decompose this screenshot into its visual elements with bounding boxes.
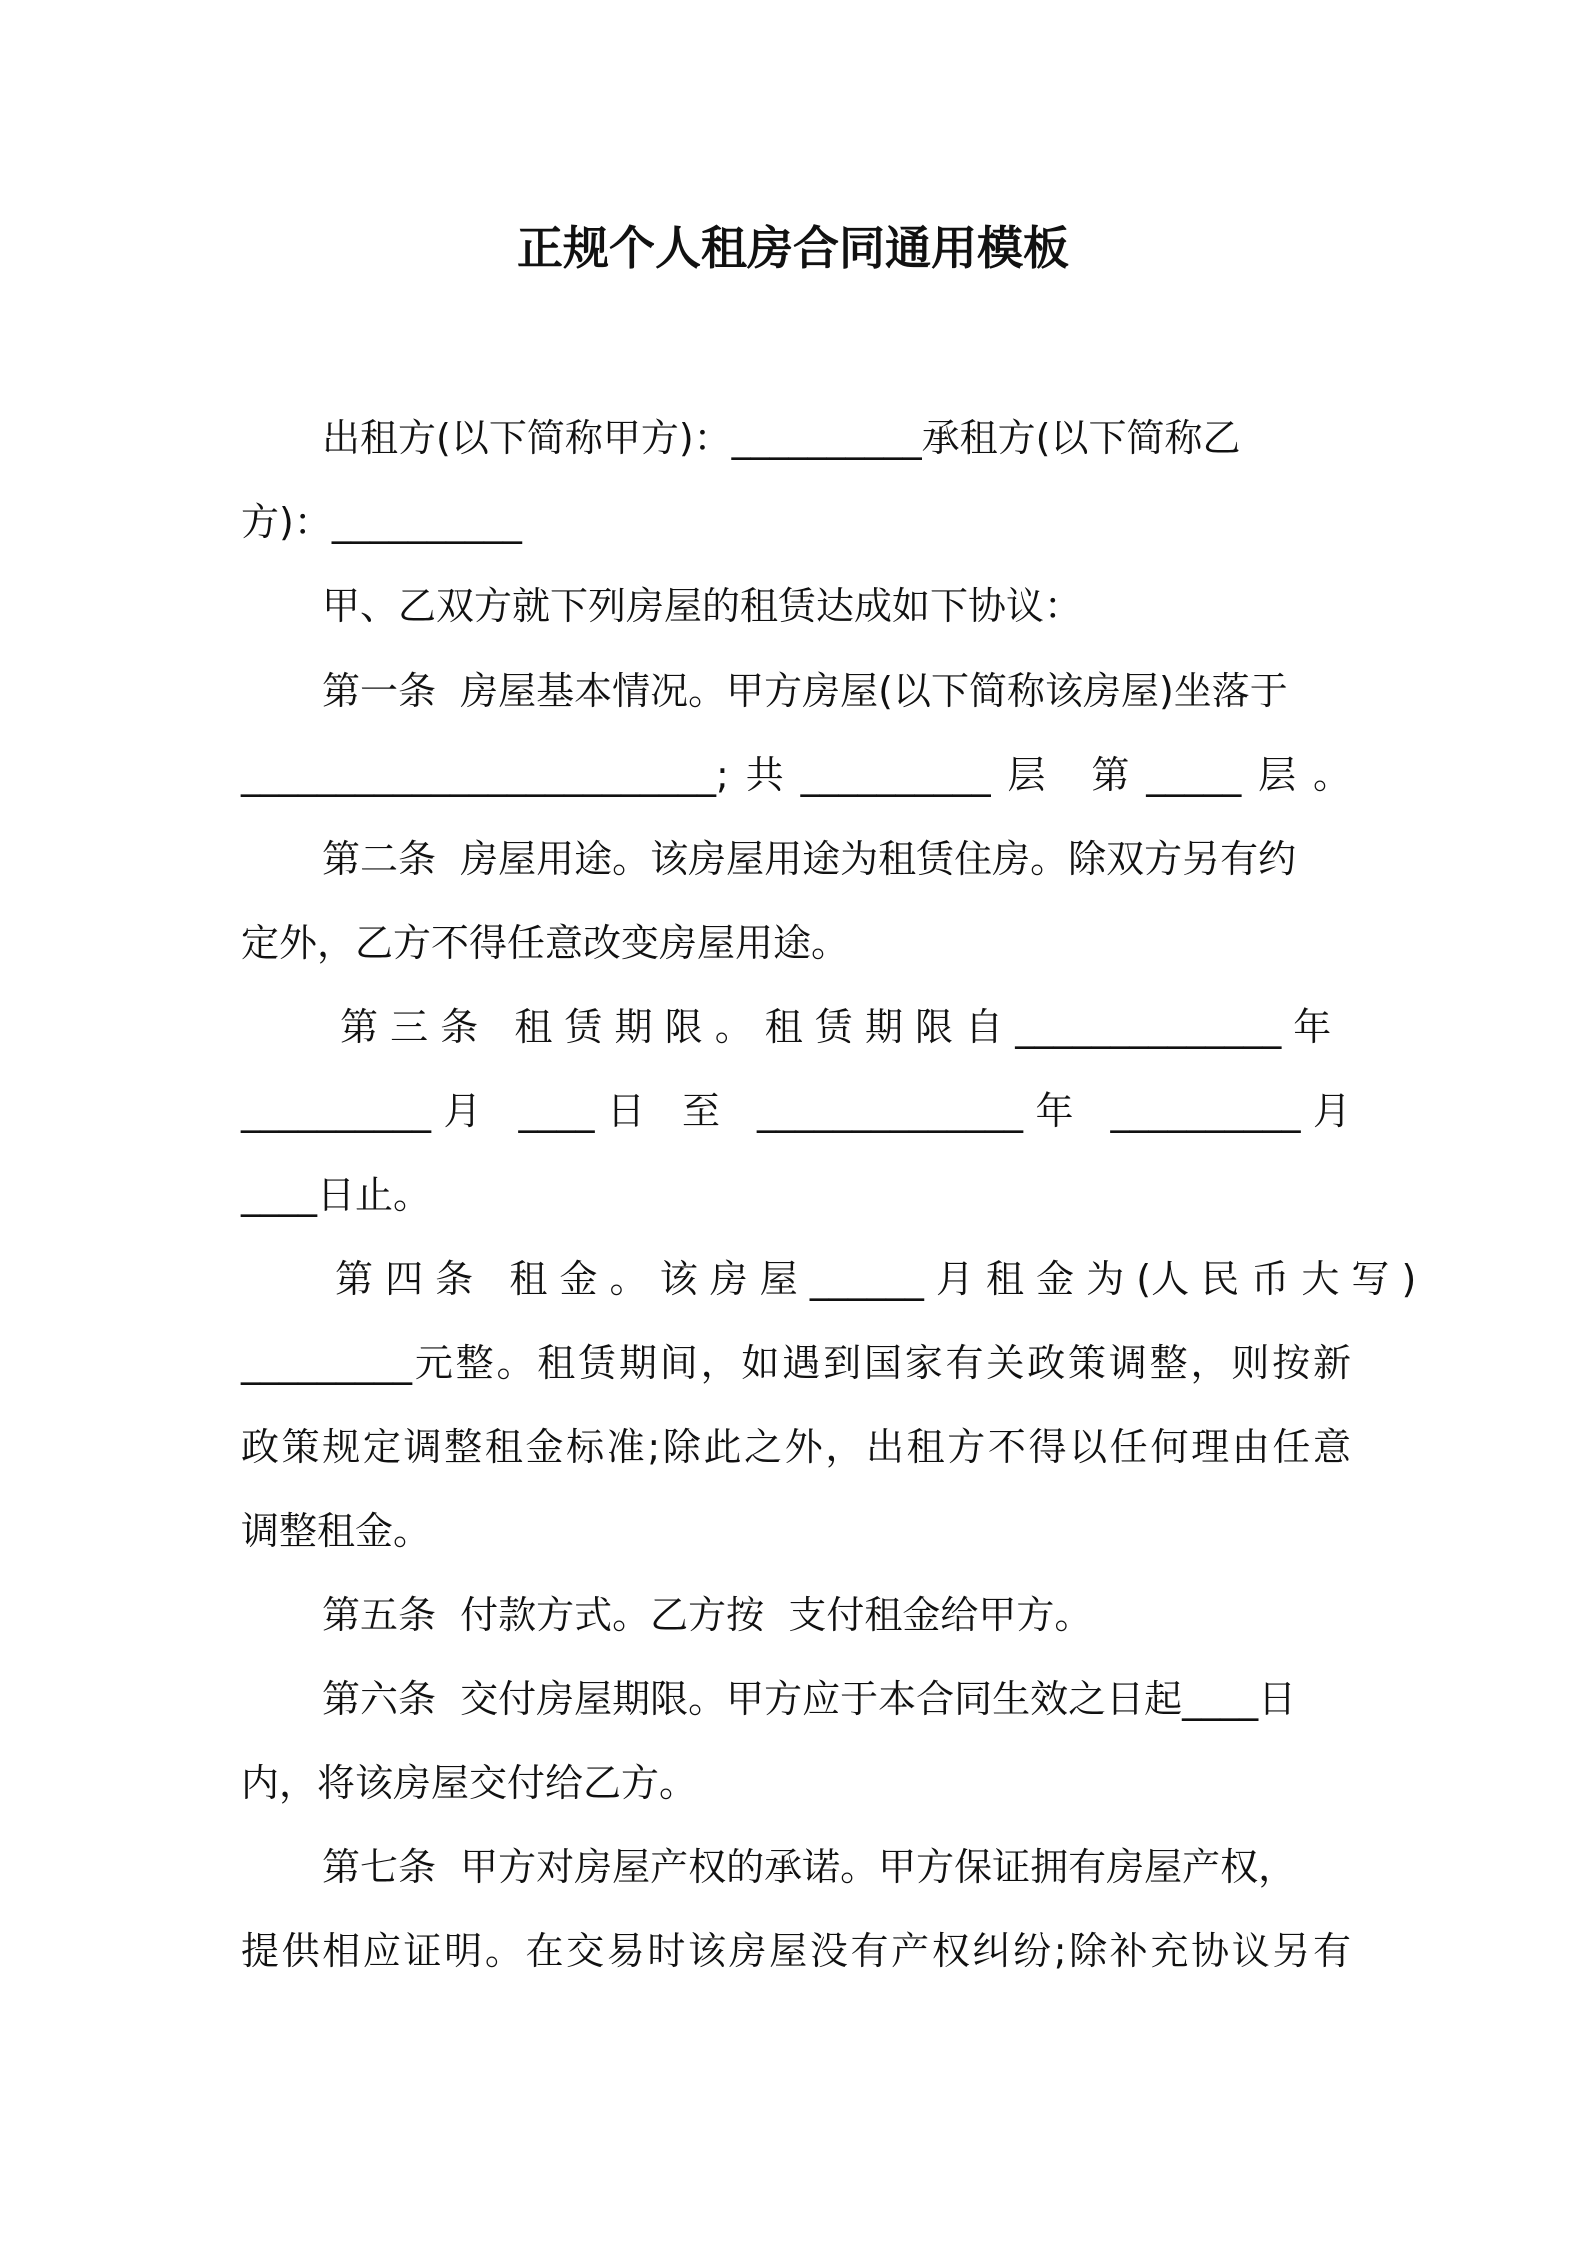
article-6-line-1: 第六条 交付房屋期限。甲方应于本合同生效之日起____日 — [322, 1677, 1297, 1721]
article-3-line-2: __________月 ____日 至 ______________年 __________月 — [241, 1089, 1351, 1133]
article-6-line-2: 内，将该房屋交付给乙方。 — [241, 1761, 698, 1805]
party-b-line: 方)：__________ — [241, 500, 522, 544]
article-2-line-2: 定外，乙方不得任意改变房屋用途。 — [241, 921, 850, 965]
article-2-line-1: 第二条 房屋用途。该房屋用途为租赁住房。除双方另有约 — [322, 837, 1297, 881]
article-4-line-4: 调整租金。 — [241, 1509, 432, 1553]
article-4-line-1: 第 四 条 租 金 。 该 房 屋 ______ 月 租 金 为 (人 民 币 大 写 ) — [335, 1257, 1417, 1301]
article-3-line-1: 第 三 条 租 赁 期 限 。 租 赁 期 限 自 ______________ 年 — [340, 1005, 1332, 1049]
article-7-line-1: 第七条 甲方对房屋产权的承诺。甲方保证拥有房屋产权， — [322, 1845, 1297, 1889]
article-5-line-1: 第五条 付款方式。乙方按 支付租金给甲方。 — [322, 1593, 1093, 1637]
article-4-line-3: 政策规定调整租金标准;除此之外，出租方不得以任何理由任意 — [241, 1425, 1351, 1469]
document-title: 正规个人租房合同通用模板 — [517, 221, 1069, 275]
article-1-line-1: 第一条 房屋基本情况。甲方房屋(以下简称该房屋)坐落于 — [322, 669, 1288, 713]
article-4-line-2: _________元整。租赁期间，如遇到国家有关政策调整，则按新 — [241, 1341, 1351, 1385]
article-7-line-2: 提供相应证明。在交易时该房屋没有产权纠纷;除补充协议另有 — [241, 1929, 1351, 1973]
agreement-intro: 甲、乙双方就下列房屋的租赁达成如下协议： — [322, 584, 1083, 628]
article-1-line-2: _________________________;共__________层 第_____层。 — [241, 753, 1351, 797]
article-3-line-3: ____日止。 — [241, 1173, 432, 1217]
party-a-line: 出租方(以下简称甲方)：__________承租方(以下简称乙 — [322, 416, 1241, 460]
